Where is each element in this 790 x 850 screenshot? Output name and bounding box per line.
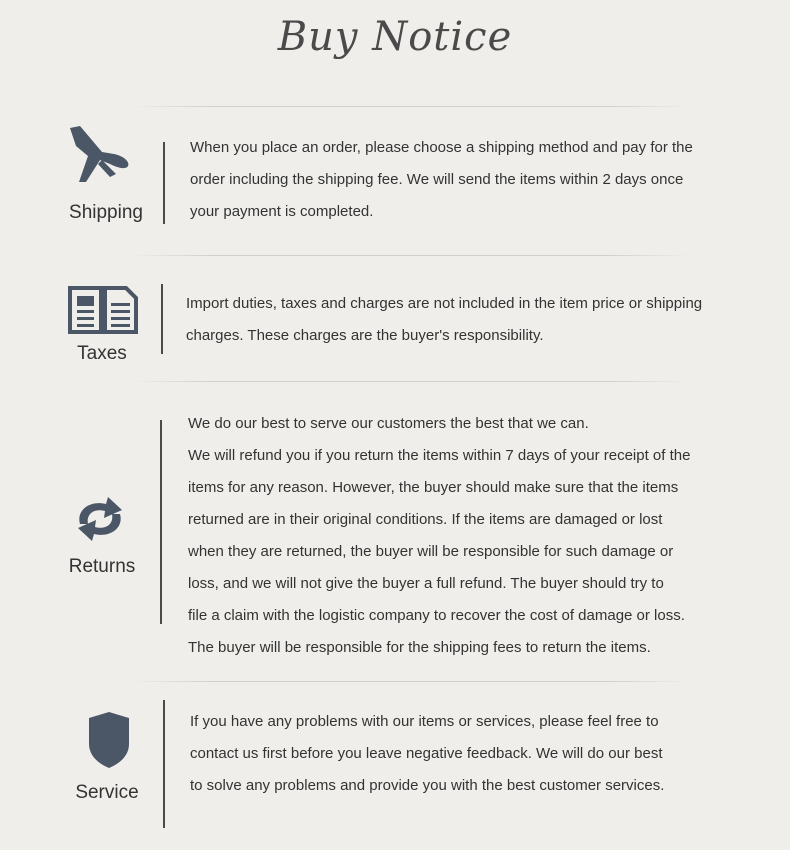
text-line: We do our best to serve our customers the best that we can. (188, 415, 589, 432)
divider (130, 381, 690, 382)
text-line: file a claim with the logistic company to recover the cost of damage or loss. (188, 607, 685, 624)
text-line: returned are in their original conditions. If the items are damaged or lost (188, 511, 663, 528)
separator (163, 700, 165, 828)
separator (163, 142, 165, 224)
returns-label: Returns (68, 556, 136, 577)
taxes-text (186, 288, 702, 352)
text-line: when they are returned, the buyer will be responsible for such damage or (188, 543, 674, 560)
divider (130, 681, 690, 682)
separator (160, 420, 162, 624)
text-line: If you have any problems with our items or services, please feel free to (190, 713, 659, 730)
page-title: Buy Notice (277, 14, 513, 60)
refresh-arrows-icon (68, 494, 132, 544)
shipping-label: Shipping (69, 202, 143, 223)
text-line: charges. These charges are the buyer's responsibility. (186, 327, 544, 344)
text-line: The buyer will be responsible for the shipping fees to return the items. (188, 639, 651, 656)
divider (130, 255, 690, 256)
document-icon (68, 286, 138, 334)
returns-text (188, 408, 690, 664)
text-line: items for any reason. However, the buyer should make sure that the items (188, 479, 679, 496)
text-line: your payment is completed. (190, 203, 374, 220)
text-line: order including the shipping fee. We will send the items within 2 days once (190, 171, 684, 188)
service-label: Service (75, 782, 139, 803)
service-text (190, 706, 664, 802)
text-line: loss, and we will not give the buyer a full refund. The buyer should try to (188, 575, 664, 592)
shipping-text (190, 132, 693, 228)
text-line: Import duties, taxes and charges are not included in the item price or shipping (186, 295, 703, 312)
shield-icon (87, 712, 131, 768)
text-line: to solve any problems and provide you with the best customer services. (190, 777, 665, 794)
divider (130, 106, 690, 107)
airplane-icon (66, 122, 132, 186)
text-line: contact us first before you leave negative feedback. We will do our best (190, 745, 663, 762)
text-line: We will refund you if you return the items within 7 days of your receipt of the (188, 447, 691, 464)
taxes-label: Taxes (77, 343, 127, 364)
separator (161, 284, 163, 354)
text-line: When you place an order, please choose a shipping method and pay for the (190, 139, 693, 156)
